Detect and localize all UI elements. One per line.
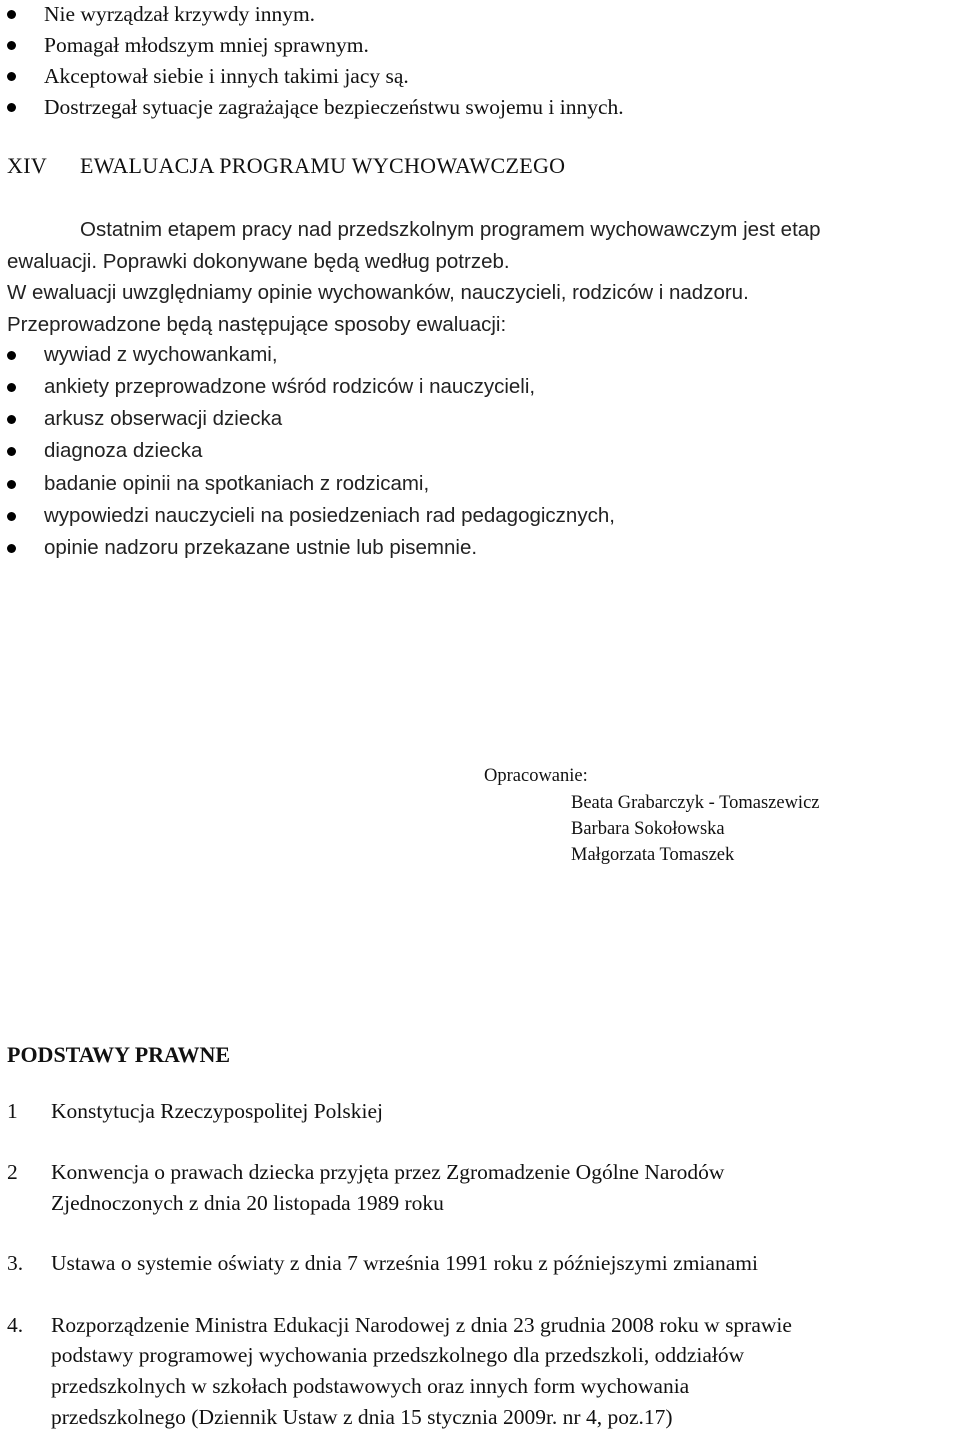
bullet-icon: [7, 10, 16, 19]
list-item: wywiad z wychowankami,: [44, 343, 278, 366]
legal-item-number: 2: [7, 1160, 18, 1184]
list-item: diagnoza dziecka: [44, 439, 203, 462]
legal-item-text: przedszkolnego (Dziennik Ustaw z dnia 15 stycznia 2009r. nr 4, poz.17): [51, 1405, 673, 1429]
list-item: Nie wyrządzał krzywdy innym.: [44, 2, 316, 26]
list-item: arkusz obserwacji dziecka: [44, 407, 283, 430]
legal-item-text: podstawy programowej wychowania przedszkolnego dla przedszkoli, oddziałów: [51, 1343, 745, 1367]
bullet-icon: [7, 41, 16, 50]
bullet-icon: [7, 72, 16, 81]
legal-item-text: Rozporządzenie Ministra Edukacji Narodowej z dnia 23 grudnia 2008 roku w sprawie: [51, 1313, 792, 1337]
bullet-icon: [7, 383, 16, 392]
legal-item-text: Konwencja o prawach dziecka przyjęta przez Zgromadzenie Ogólne Narodów: [51, 1160, 725, 1184]
list-item: wypowiedzi nauczycieli na posiedzeniach rad pedagogicznych,: [44, 504, 615, 527]
paragraph: W ewaluacji uwzględniamy opinie wychowanków, nauczycieli, rodziców i nadzoru.: [7, 281, 749, 304]
bullet-icon: [7, 512, 16, 521]
credits-author: Beata Grabarczyk - Tomaszewicz: [571, 793, 820, 813]
bullet-icon: [7, 480, 16, 489]
list-item: Akceptował siebie i innych takimi jacy są.: [44, 64, 409, 88]
credits-label: Opracowanie:: [484, 766, 588, 786]
list-item: badanie opinii na spotkaniach z rodzicami,: [44, 472, 430, 495]
bullet-icon: [7, 544, 16, 553]
paragraph-line: ewaluacji. Poprawki dokonywane będą według potrzeb.: [7, 250, 510, 273]
credits-author: Małgorzata Tomaszek: [571, 845, 735, 865]
legal-item-text: Konstytucja Rzeczypospolitej Polskiej: [51, 1099, 384, 1123]
bullet-icon: [7, 415, 16, 424]
legal-item-text: przedszkolnych w szkołach podstawowych oraz innych form wychowania: [51, 1374, 690, 1398]
credits-author: Barbara Sokołowska: [571, 819, 725, 839]
section-title: EWALUACJA PROGRAMU WYCHOWAWCZEGO: [80, 153, 566, 178]
paragraph-line: Ostatnim etapem pracy nad przedszkolnym programem wychowawczym jest etap: [80, 218, 821, 241]
bullet-icon: [7, 351, 16, 360]
list-item: opinie nadzoru przekazane ustnie lub pisemnie.: [44, 536, 478, 559]
list-item: Pomagał młodszym mniej sprawnym.: [44, 33, 369, 57]
paragraph: Przeprowadzone będą następujące sposoby ewaluacji:: [7, 313, 507, 336]
legal-item-number: 1: [7, 1099, 18, 1123]
legal-item-text: Zjednoczonych z dnia 20 listopada 1989 roku: [51, 1191, 444, 1215]
section-number: XIV: [7, 153, 48, 178]
bullet-icon: [7, 103, 16, 112]
legal-item-number: 3.: [7, 1251, 24, 1275]
legal-item-number: 4.: [7, 1313, 24, 1337]
legal-title: PODSTAWY PRAWNE: [7, 1042, 231, 1067]
list-item: ankiety przeprowadzone wśród rodziców i nauczycieli,: [44, 375, 536, 398]
list-item: Dostrzegał sytuacje zagrażające bezpieczeństwu swojemu i innych.: [44, 95, 624, 119]
bullet-icon: [7, 447, 16, 456]
legal-item-text: Ustawa o systemie oświaty z dnia 7 września 1991 roku z późniejszymi zmianami: [51, 1251, 758, 1275]
